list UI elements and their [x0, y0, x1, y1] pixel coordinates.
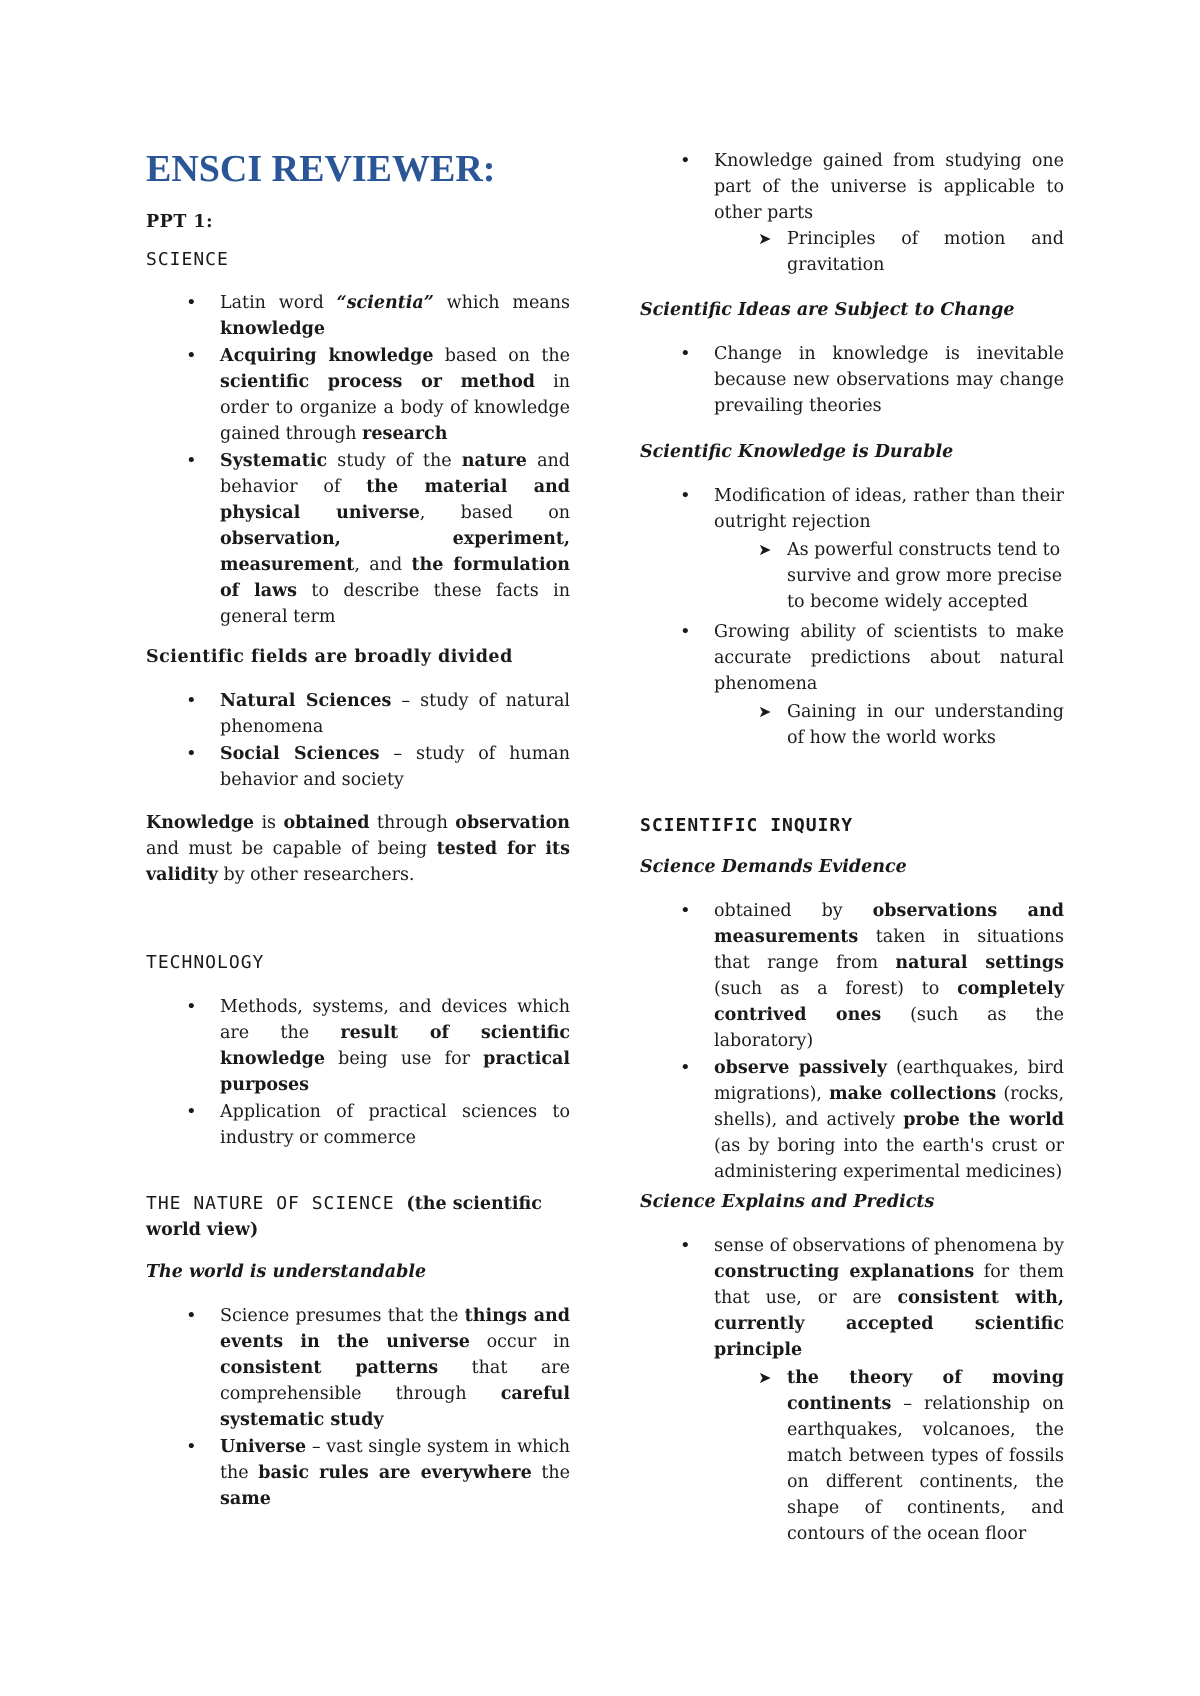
- list-item: • Science presumes that the things and events in the universe occur in consistent patterns that are comprehensible through careful systematic study: [146, 1303, 570, 1433]
- list-item: • Methods, systems, and devices which are the result of scientific knowledge being use for practical purposes: [146, 994, 570, 1098]
- sub-list-item: ➤ the theory of moving continents – relationship on earthquakes, volcanoes, the match between types of fossils on different continents, the shape of continents, and contours of the ocean floor: [640, 1365, 1064, 1547]
- sub-list-item: ➤ Gaining in our understanding of how the world works: [640, 699, 1064, 751]
- universe-sublist: [640, 226, 1064, 278]
- change-heading: Scientific Ideas are Subject to Change: [640, 300, 1015, 320]
- list-item: • Acquiring knowledge based on the scientific process or method in order to organize a body of knowledge gained through research: [146, 343, 570, 447]
- arrow-bullet-icon: ➤: [758, 229, 772, 248]
- list-item: • observe passively (earthquakes, bird migrations), make collections (rocks, shells), and actively probe the world (as by boring into the earth's crust or administering experimental medicines): [640, 1055, 1064, 1185]
- sub-list-item: ➤ Principles of motion and gravitation: [640, 226, 1064, 278]
- change-list: [640, 341, 1064, 419]
- durable-sublist-1: [640, 537, 1064, 615]
- arrow-bullet-icon: ➤: [758, 1368, 772, 1387]
- list-item: • Knowledge gained from studying one part of the universe is applicable to other parts: [640, 148, 1064, 226]
- durable-heading: Scientific Knowledge is Durable: [640, 442, 954, 462]
- inquiry-heading: SCIENTIFIC INQUIRY: [640, 815, 854, 836]
- list-item: • Systematic study of the nature and behavior of the material and physical universe, based on observation, experiment, measurement, and the formulation of laws to describe these facts in general term: [146, 448, 570, 630]
- list-item: • obtained by observations and measurements taken in situations that range from natural settings (such as a forest) to completely contrived ones (such as the laboratory): [640, 898, 1064, 1054]
- list-item: • Growing ability of scientists to make accurate predictions about natural phenomena: [640, 619, 1064, 697]
- durable-list: [640, 483, 1064, 535]
- arrow-bullet-icon: ➤: [758, 540, 772, 559]
- prediction-list: [640, 619, 1064, 697]
- sub-list-item: ➤ As powerful constructs tend to survive and grow more precise to become widely accepted: [640, 537, 1064, 615]
- list-item: • Change in knowledge is inevitable because new observations may change prevailing theories: [640, 341, 1064, 419]
- nature-heading: THE NATURE OF SCIENCE (the scientific world view): [146, 1193, 542, 1240]
- explains-sublist: [640, 1365, 1064, 1547]
- science-list: [146, 290, 570, 630]
- list-item: • Application of practical sciences to industry or commerce: [146, 1099, 570, 1151]
- fields-list: [146, 688, 570, 793]
- explains-heading: Science Explains and Predicts: [640, 1192, 935, 1212]
- ppt-label: PPT 1:: [146, 212, 214, 232]
- explains-list: [640, 1233, 1064, 1363]
- world-list: [146, 1303, 570, 1512]
- technology-list: [146, 994, 570, 1151]
- list-item: • Natural Sciences – study of natural phenomena: [146, 688, 570, 740]
- durable-sublist-2: [640, 699, 1064, 751]
- evidence-heading: Science Demands Evidence: [640, 857, 907, 877]
- universe-list: [640, 148, 1064, 226]
- list-item: • sense of observations of phenomena by constructing explanations for them that use, or are consistent with, currently accepted scientific principle: [640, 1233, 1064, 1363]
- fields-heading: Scientific fields are broadly divided: [146, 647, 513, 667]
- arrow-bullet-icon: ➤: [758, 702, 772, 721]
- evidence-list: [640, 898, 1064, 1185]
- science-heading: SCIENCE: [146, 249, 229, 270]
- knowledge-paragraph: Knowledge is obtained through observation and must be capable of being tested for its validity by other researchers.: [146, 813, 571, 885]
- list-item: • Modification of ideas, rather than their outright rejection: [640, 483, 1064, 535]
- technology-heading: TECHNOLOGY: [146, 952, 265, 973]
- world-heading: The world is understandable: [146, 1262, 427, 1282]
- list-item: • Universe – vast single system in which the basic rules are everywhere the same: [146, 1434, 570, 1512]
- document-title: ENSCI REVIEWER:: [146, 148, 496, 190]
- list-item: • Social Sciences – study of human behavior and society: [146, 741, 570, 793]
- list-item: • Latin word “scientia” which means knowledge: [146, 290, 570, 342]
